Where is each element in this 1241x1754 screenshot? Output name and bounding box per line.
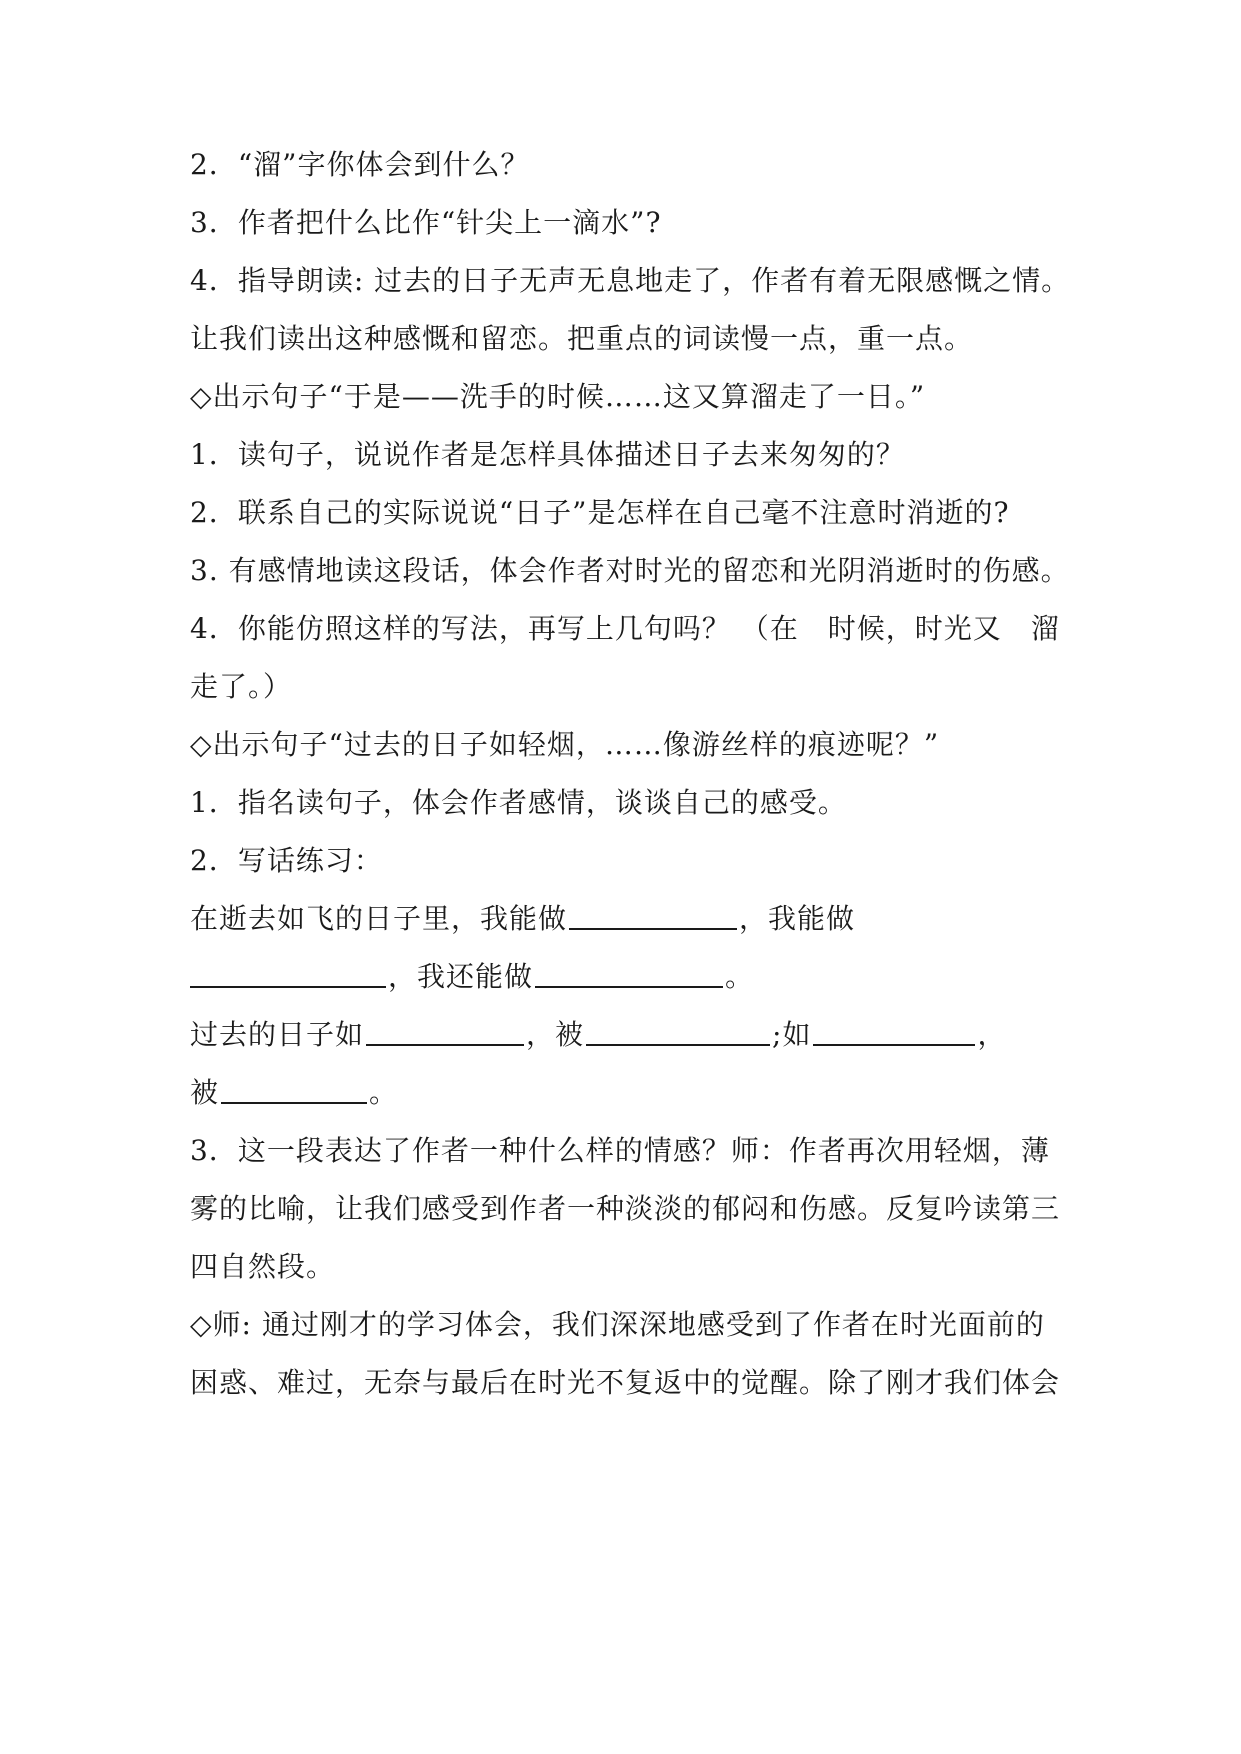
fill-line-2 [190, 952, 754, 1002]
fill-blank[interactable] [366, 1014, 524, 1046]
fill-line-4 [190, 1068, 398, 1118]
item-4-imitate-cont: 走了。） [190, 670, 293, 703]
fill-text: ，被 [526, 1018, 585, 1051]
fill-text: 。 [725, 960, 755, 993]
item-3-emotion-cont: 雾的比喻，让我们感受到作者一种淡淡的郁闷和伤感。反复吟读第三 [190, 1192, 1061, 1225]
fill-blank[interactable] [535, 956, 723, 988]
fill-text: 过去的日子如 [190, 1018, 365, 1051]
fill-blank[interactable] [813, 1014, 975, 1046]
item-4-imitate: 4．你能仿照这样的写法，再写上几句吗？ （在 时候，时光又 溜 [190, 612, 1060, 645]
fill-blank[interactable] [569, 898, 737, 930]
question-2-liu: 2．“溜”字你体会到什么？ [190, 148, 530, 181]
fill-text: ， [977, 1018, 1007, 1051]
item-3-emotion: 3．这一段表达了作者一种什么样的情感？师：作者再次用轻烟，薄 [190, 1134, 1050, 1167]
sentence-prompt-2: ◇出示句子“过去的日子如轻烟，……像游丝样的痕迹呢？” [190, 728, 940, 761]
fill-text: 被 [190, 1076, 220, 1109]
item-3-emotion-end: 四自然段。 [190, 1250, 336, 1283]
fill-text: 在逝去如飞的日子里，我能做 [190, 902, 568, 935]
item-2-relate: 2．联系自己的实际说说“日子”是怎样在自己毫不注意时消逝的? [190, 496, 1010, 529]
fill-text: ;如 [772, 1018, 812, 1051]
question-3-needle: 3．作者把什么比作“针尖上一滴水”? [190, 206, 662, 239]
fill-text: ，我能做 [739, 902, 856, 935]
sentence-prompt-1: ◇出示句子“于是——洗手的时候……这又算溜走了一日。” [190, 380, 926, 413]
fill-blank[interactable] [586, 1014, 770, 1046]
item-3-feeling: 3. 有感情地读这段话，体会作者对时光的留恋和光阴消逝时的伤感。 [190, 554, 1070, 587]
item-1-named-reading: 1．指名读句子，体会作者感情，谈谈自己的感受。 [190, 786, 847, 819]
fill-blank[interactable] [190, 956, 386, 988]
teacher-summary-cont: 困惑、难过，无奈与最后在时光不复返中的觉醒。除了刚才我们体会 [190, 1366, 1061, 1399]
fill-line-1 [190, 894, 855, 944]
item-1-read: 1．读句子，说说作者是怎样具体描述日子去来匆匆的？ [190, 438, 905, 471]
question-4-reading: 4．指导朗读: 过去的日子无声无息地走了，作者有着无限感慨之情。 [190, 264, 1071, 297]
fill-text: 。 [369, 1076, 399, 1109]
fill-blank[interactable] [221, 1072, 367, 1104]
question-4-reading-cont: 让我们读出这种感慨和留恋。把重点的词读慢一点，重一点。 [190, 322, 974, 355]
fill-text: ，我还能做 [388, 960, 534, 993]
item-2-writing-practice: 2．写话练习： [190, 844, 383, 877]
teacher-summary: ◇师: 通过刚才的学习体会，我们深深地感受到了作者在时光面前的 [190, 1308, 1045, 1341]
fill-line-3 [190, 1010, 1006, 1060]
